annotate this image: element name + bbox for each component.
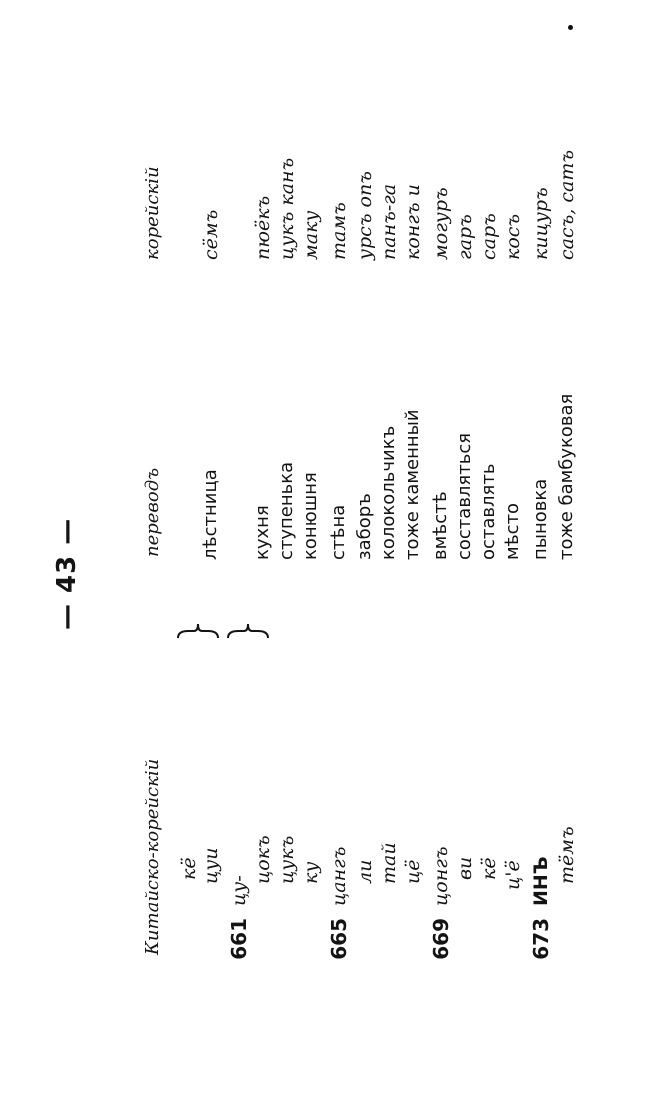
header-sino-korean: Китайско-корейскій — [142, 758, 163, 955]
korean-word: цукъ канъ — [276, 157, 298, 260]
sino-korean-word: тай — [378, 842, 400, 884]
sino-korean-word: цё — [402, 859, 424, 884]
korean-word: гаръ — [454, 214, 476, 260]
entry-number: 673 — [529, 918, 553, 960]
page-number: — 43 — — [52, 517, 82, 630]
sino-korean-word: цу- — [228, 875, 250, 906]
korean-word: кицуръ — [530, 187, 552, 260]
translation-word: вмѣстѣ — [430, 491, 451, 560]
korean-word: сёмъ — [200, 209, 222, 260]
entry-number: 669 — [429, 918, 453, 960]
korean-word: саръ — [478, 213, 500, 260]
korean-word: могуръ — [430, 187, 452, 260]
translation-word: оставлять — [478, 463, 499, 560]
entry-number: 665 — [327, 918, 351, 960]
sino-korean-word: цонгъ — [430, 846, 452, 906]
sino-korean-word: цуи — [200, 847, 222, 884]
korean-word: конгъ и — [402, 184, 424, 260]
translation-word: стѣна — [328, 504, 349, 560]
sino-korean-word: кё — [178, 857, 200, 880]
translation-word: ступенька — [276, 461, 297, 560]
sino-korean-word: цукъ — [276, 835, 298, 884]
grouping-brace — [226, 622, 270, 640]
sino-korean-word: цангъ — [328, 846, 350, 906]
korean-word: сасъ, сатъ — [556, 149, 578, 260]
korean-word: пюёкъ — [252, 195, 274, 260]
header-translation: переводъ — [142, 467, 163, 557]
translation-word: колокольчикъ — [378, 425, 399, 560]
sino-korean-word: ц'ё — [502, 860, 524, 890]
korean-word: панъ-га — [378, 183, 400, 260]
translation-word: пыновка — [530, 478, 551, 560]
sino-korean-word: ИНЪ — [530, 856, 552, 906]
korean-word: косъ — [502, 213, 524, 260]
translation-word: кухня — [252, 505, 273, 560]
sino-korean-word: ли — [354, 859, 376, 884]
entry-number: 661 — [227, 918, 251, 960]
translation-word: тоже бамбуковая — [556, 393, 577, 560]
korean-word: урсъ опъ — [354, 171, 376, 260]
translation-word: конюшня — [300, 472, 321, 560]
translation-word: составляться — [454, 432, 475, 560]
sino-korean-word: тёмъ — [556, 826, 578, 884]
sino-korean-word: кё — [478, 857, 500, 880]
korean-word: маку — [300, 210, 322, 260]
header-korean: корейскій — [142, 166, 163, 260]
sino-korean-word: ку — [300, 861, 322, 884]
korean-word: тамъ — [328, 202, 350, 260]
translation-word: тоже каменный — [402, 409, 423, 560]
grouping-brace — [176, 622, 220, 640]
ink-speck — [568, 25, 573, 30]
sino-korean-word: ви — [454, 856, 476, 880]
translation-word: лѣстница — [200, 469, 221, 560]
translation-word: заборъ — [354, 493, 375, 560]
sino-korean-word: цокъ — [252, 835, 274, 884]
translation-word: мѣсто — [502, 502, 523, 560]
